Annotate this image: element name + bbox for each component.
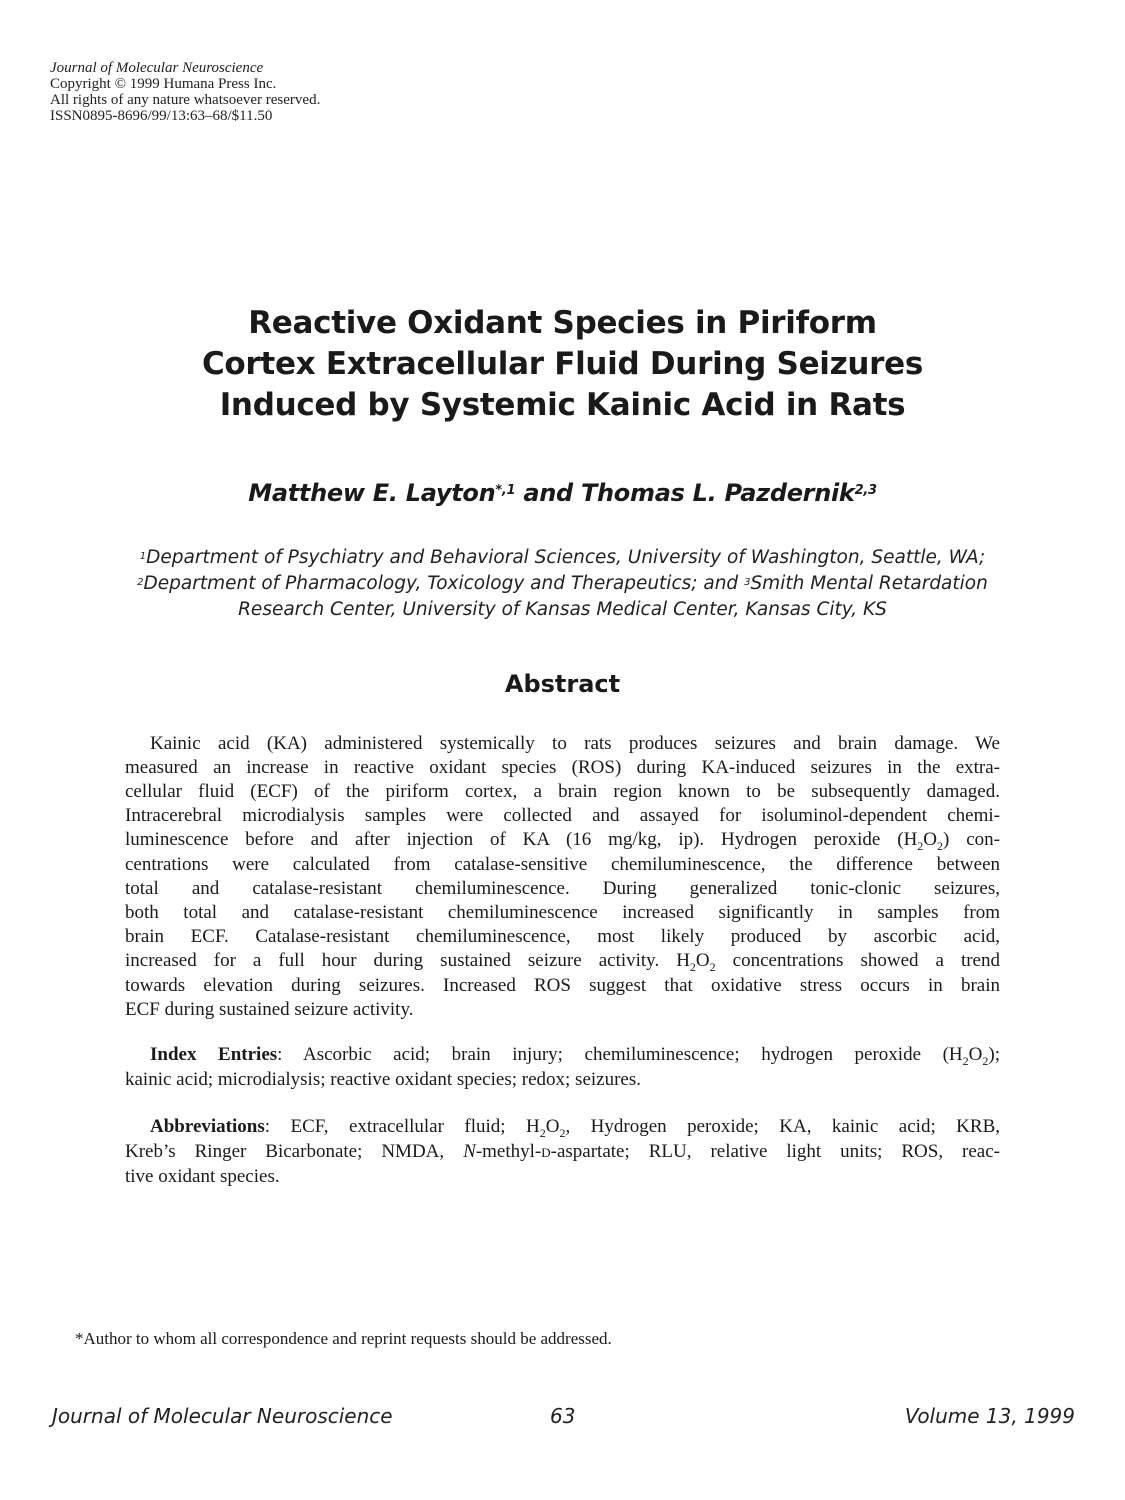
index-entries-line: kainic acid; microdialysis; reactive oxidant species; redox; seizures. <box>125 1069 641 1090</box>
paper-title <box>60 303 1065 426</box>
abstract-line: Intracerebral microdialysis samples were collected and assayed for isoluminol-dependent chemi- <box>125 805 1000 826</box>
abstract-line: luminescence before and after injection of KA (16 mg/kg, ip). Hydrogen peroxide $(H_2O_2)$ con- <box>125 829 1000 853</box>
affiliation-number: 3 <box>744 577 751 588</box>
abstract-line: measured an increase in reactive oxidant species (ROS) during KA-induced seizures in the extra- <box>125 757 1000 778</box>
author-list <box>60 477 1065 509</box>
page-number: 63 <box>550 1404 576 1428</box>
title-line: Induced by Systemic Kainic Acid in Rats <box>219 387 906 423</box>
affiliation-line: $^2$Department of Pharmacology, Toxicology and Therapeutics; and $^3$Smith Mental Retardation <box>137 573 988 594</box>
abstract-line: cellular fluid (ECF) of the piriform cortex, a brain region known to be subsequently damaged. <box>125 781 1000 802</box>
affiliation-number: 1 <box>139 551 147 562</box>
abstract-heading: Abstract <box>504 670 621 698</box>
abbreviations <box>125 1115 1000 1189</box>
index-entries-line: Index Entries: Ascorbic acid; brain injury; chemiluminescence; hydrogen peroxide $(H_2O_2)$; <box>150 1044 1000 1068</box>
affiliation-number: 2 <box>137 577 144 588</box>
page-footer <box>52 1404 1075 1432</box>
abstract-line: Kainic acid (KA) administered systemically to rats produces seizures and brain damage. We <box>150 733 1000 754</box>
abbreviations-line: Kreb’s Ringer Bicarbonate; NMDA, N-methyl-D-aspartate; RLU, relative light units; ROS, reac- <box>125 1141 1001 1162</box>
abstract-line: increased for a full hour during sustained seizure activity. $H_2O_2$ concentrations showed a trend <box>125 950 1000 974</box>
abstract-line: brain ECF. Catalase-resistant chemiluminescence, most likely produced by ascorbic acid, <box>125 926 1000 947</box>
abbreviations-label: Abbreviations <box>150 1116 265 1137</box>
header-rights: All rights of any nature whatsoever reserved. <box>50 92 321 108</box>
author-name: Matthew E. Layton <box>248 479 496 507</box>
abstract-line: towards elevation during seizures. Increased ROS suggest that oxidative stress occurs in brain <box>125 975 1000 996</box>
title-line: Cortex Extracellular Fluid During Seizures <box>201 346 924 382</box>
abstract-body <box>125 732 1000 1022</box>
index-entries <box>125 1043 1000 1092</box>
title-line: Reactive Oxidant Species in Piriform <box>248 305 877 341</box>
author-conjunction: and <box>515 479 581 507</box>
abbreviations-line: Abbreviations: ECF, extracellular fluid; $H_2O_2$, Hydrogen peroxide; KA, kainic acid; KRB, <box>150 1116 1000 1140</box>
journal-header <box>50 60 320 124</box>
affiliation-line: $^1$Department of Psychiatry and Behavioral Sciences, University of Washington, Seattle, WA; <box>139 547 986 568</box>
author-affiliation-marker: *,1 <box>495 483 516 498</box>
index-entries-label: Index Entries <box>150 1044 278 1065</box>
author-name: Thomas L. Pazdernik <box>580 479 855 507</box>
author-footnote: *Author to whom all correspondence and reprint requests should be addressed. <box>75 1329 612 1348</box>
header-copyright: Copyright © 1999 Humana Press Inc. <box>50 76 277 92</box>
abstract-line: centrations were calculated from catalase-sensitive chemiluminescence, the difference between <box>125 854 1000 875</box>
footer-volume: Volume 13, 1999 <box>904 1404 1075 1428</box>
abbreviations-line: tive oxidant species. <box>125 1166 280 1187</box>
header-issn: ISSN0895-8696/99/13:63–68/$11.50 <box>50 108 273 124</box>
abstract-line: ECF during sustained seizure activity. <box>125 999 414 1020</box>
abstract-line: both total and catalase-resistant chemiluminescence increased significantly in samples from <box>125 902 1000 923</box>
header-journal-name: Journal of Molecular Neuroscience <box>50 60 264 76</box>
affiliation-line: Research Center, University of Kansas Medical Center, Kansas City, KS <box>238 599 887 620</box>
author-affiliation-marker: 2,3 <box>854 483 877 498</box>
abstract-line: total and catalase-resistant chemiluminescence. During generalized tonic-clonic seizures, <box>125 878 1000 899</box>
affiliations <box>60 545 1065 623</box>
footer-journal: Journal of Molecular Neuroscience <box>52 1404 393 1428</box>
